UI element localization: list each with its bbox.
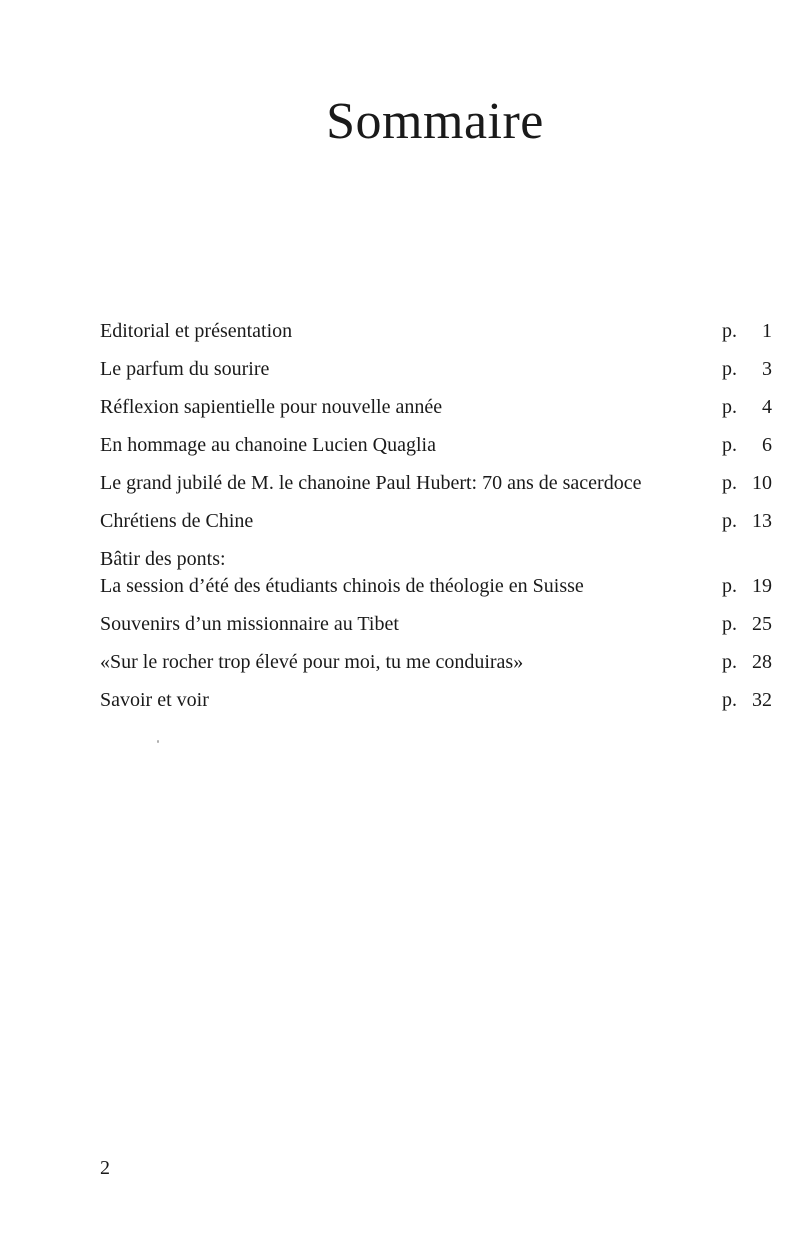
page-prefix: p. <box>722 320 737 342</box>
toc-entry-title-line: Bâtir des ponts: <box>100 548 226 570</box>
page-number: 28 <box>752 651 772 673</box>
toc-entry-page <box>722 470 772 497</box>
page-prefix: p. <box>722 613 737 635</box>
page-prefix: p. <box>722 689 737 711</box>
toc-entry-title <box>100 508 722 535</box>
toc-entry-page <box>722 611 772 638</box>
page-title: Sommaire <box>326 93 544 150</box>
page-number: 25 <box>752 613 772 635</box>
toc-entry-title-line: Editorial et présentation <box>100 320 293 342</box>
scan-speck <box>157 740 159 743</box>
toc-entry <box>100 432 772 459</box>
page-number: 19 <box>752 575 772 597</box>
toc-entry-page <box>722 318 772 345</box>
toc-entry-title-line: «Sur le rocher trop élevé pour moi, tu me conduiras» <box>100 651 524 673</box>
toc-entry-title-line: Savoir et voir <box>100 689 209 711</box>
toc-entry-title <box>100 432 722 459</box>
page-number: 13 <box>752 510 772 532</box>
toc-entry-title <box>100 687 722 714</box>
toc-entry-title-line: La session d’été des étudiants chinois de théologie en Suisse <box>100 575 584 597</box>
toc-entry <box>100 508 772 535</box>
page-number: 1 <box>762 320 772 342</box>
toc-entry <box>100 649 772 676</box>
toc-entry-title <box>100 318 722 345</box>
page-number: 6 <box>762 434 772 456</box>
toc-entry-title <box>100 356 722 383</box>
toc-entry-page <box>722 573 772 600</box>
toc-entry <box>100 394 772 421</box>
page-prefix: p. <box>722 472 737 494</box>
toc-entry-title <box>100 470 722 497</box>
page-prefix: p. <box>722 358 737 380</box>
page-prefix: p. <box>722 575 737 597</box>
page-prefix: p. <box>722 396 737 418</box>
page-number: 32 <box>752 689 772 711</box>
page-prefix: p. <box>722 510 737 532</box>
toc-entry-page <box>722 649 772 676</box>
toc-entry-title-line: Le grand jubilé de M. le chanoine Paul Hubert: 70 ans de sacerdoce <box>100 472 642 494</box>
toc-entry-title <box>100 611 722 638</box>
page-number: 3 <box>762 358 772 380</box>
toc-entry-title <box>100 546 722 600</box>
toc-entry <box>100 356 772 383</box>
page-number: 4 <box>762 396 772 418</box>
page-number: 10 <box>752 472 772 494</box>
toc-entry-title <box>100 649 722 676</box>
toc-entry-page <box>722 432 772 459</box>
page-prefix: p. <box>722 651 737 673</box>
toc-entry-page <box>722 508 772 535</box>
toc-entry <box>100 687 772 714</box>
folio-page-number: 2 <box>100 1157 110 1179</box>
page-prefix: p. <box>722 434 737 456</box>
toc-entry-page <box>722 687 772 714</box>
toc-entry <box>100 470 772 497</box>
toc-entry-title-line: En hommage au chanoine Lucien Quaglia <box>100 434 436 456</box>
toc-entry <box>100 546 772 600</box>
toc-entry-page <box>722 356 772 383</box>
toc-entry-page <box>722 394 772 421</box>
toc-entry <box>100 611 772 638</box>
toc-entry-title-line: Le parfum du sourire <box>100 358 270 380</box>
toc-entry-title-line: Chrétiens de Chine <box>100 510 254 532</box>
toc-entry-title <box>100 394 722 421</box>
table-of-contents <box>100 318 772 725</box>
toc-entry-title-line: Souvenirs d’un missionnaire au Tibet <box>100 613 399 635</box>
toc-entry <box>100 318 772 345</box>
toc-entry-title-line: Réflexion sapientielle pour nouvelle année <box>100 396 443 418</box>
